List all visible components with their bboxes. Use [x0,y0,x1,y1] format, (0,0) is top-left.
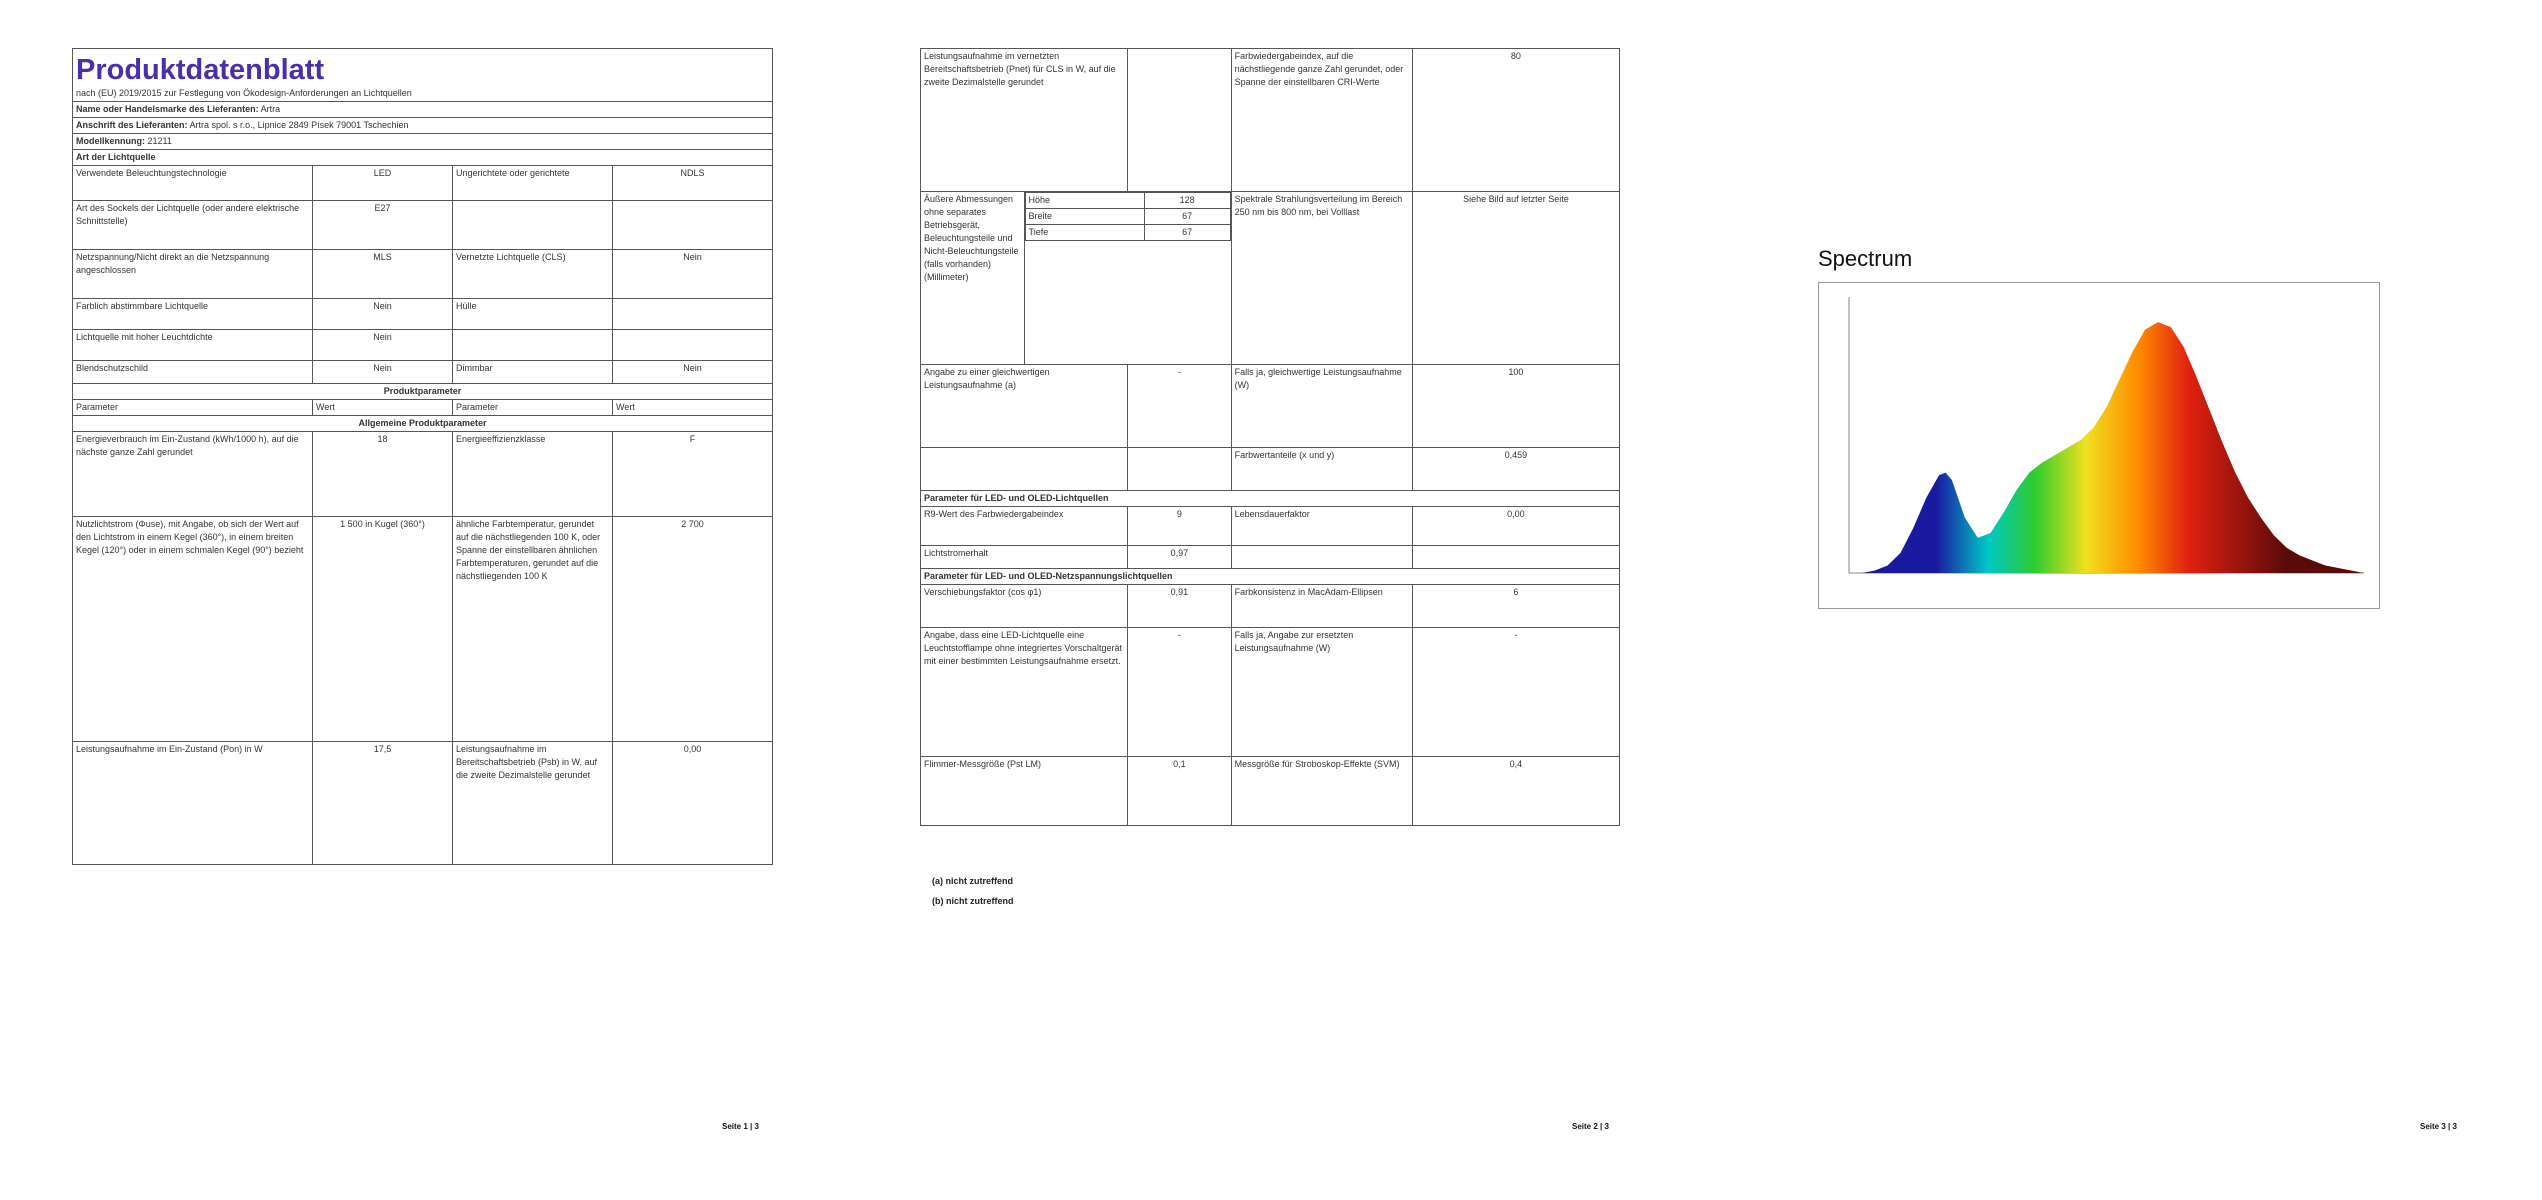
param-value: Nein [313,299,453,330]
param-value: 100 [1412,365,1619,448]
param-label: Leistungsaufnahme im Ein-Zustand (Pon) in W [73,742,313,865]
param-label: Blendschutzschild [73,361,313,384]
param-value: 0,00 [613,742,773,865]
param-label: Energieeffizienzklasse [453,432,613,517]
dimensions-table [1025,192,1231,241]
led-row [921,507,1620,546]
param-value: MLS [313,250,453,299]
section-param-heading: Produktparameter [73,384,773,400]
spectrum-title: Spectrum [1818,246,1913,271]
page-title: Produktdatenblatt [76,54,325,86]
param-value: 0,459 [1412,448,1619,491]
param-value: 0,91 [1128,585,1232,628]
column-header: Parameter [453,400,613,416]
dimension-row [1025,193,1230,209]
type-row [73,250,773,299]
led-rows [921,507,1620,569]
datasheet-table-1 [72,48,773,865]
param-label: Falls ja, Angabe zur ersetzten Leistungsaufnahme (W) [1231,628,1412,757]
param-value [613,201,773,250]
type-row [73,299,773,330]
param-label: Farbkonsistenz in MacAdam-Ellipsen [1231,585,1412,628]
param-value: Nein [313,330,453,361]
dimension-row [1025,209,1230,225]
equivalent-row [921,448,1620,491]
dimensions-label: Äußere Abmessungen ohne separates Betriebsgerät, Beleuchtungsteile und Nicht-Beleuchtungsteile (falls vorhanden) (Millimeter) [921,192,1025,365]
param-value: Nein [613,361,773,384]
param-value: 1 500 in Kugel (360°) [313,517,453,742]
param-label: Farbwertanteile (x und y) [1231,448,1412,491]
page-footer: Seite 2 | 3 [1572,1122,1609,1131]
param-value: LED [313,166,453,201]
param-value [1128,448,1232,491]
section-mains-heading: Parameter für LED- und OLED-Netzspannungslichtquellen [921,569,1620,585]
param-value: 6 [1412,585,1619,628]
supplier-value: Artra [260,104,281,114]
param-value: 80 [1412,49,1619,192]
param-label: Lebensdauerfaktor [1231,507,1412,546]
top-row [921,49,1620,192]
equivalent-rows [921,365,1620,491]
param-label: Farblich abstimmbare Lichtquelle [73,299,313,330]
param-value: Nein [313,361,453,384]
spectral-value: Siehe Bild auf letzter Seite [1412,192,1619,365]
param-label: ähnliche Farbtemperatur, gerundet auf die nächstliegenden 100 K, oder Spanne der einstellbaren ähnlichen Farbtemperaturen, gerundet auf die nächstliegenden 100 K [453,517,613,742]
param-label: Dimmbar [453,361,613,384]
page-footer: Seite 1 | 3 [722,1122,759,1131]
param-label [453,201,613,250]
equivalent-row [921,365,1620,448]
type-row [73,361,773,384]
mains-row [921,757,1620,826]
dimension-label: Breite [1025,209,1144,225]
param-value: E27 [313,201,453,250]
p2-top-rows [921,49,1620,192]
general-row [73,432,773,517]
datasheet-table-2 [920,48,1620,826]
address-value: Artra spol. s r.o., Lipnice 2849 Písek 79001 Tschechien [189,120,409,130]
param-label: Verschiebungsfaktor (cos φ1) [921,585,1128,628]
model-value: 21211 [147,136,172,146]
general-row [73,517,773,742]
regulation-text: nach (EU) 2019/2015 zur Festlegung von Ökodesign-Anforderungen an Lichtquellen [76,88,412,98]
param-value: 17,5 [313,742,453,865]
param-value: - [1412,628,1619,757]
param-label: Leistungsaufnahme im vernetzten Bereitschaftsbetrieb (Pnet) für CLS in W, auf die zweite Dezimalstelle gerundet [921,49,1128,192]
dimension-label: Tiefe [1025,225,1144,241]
dimension-value: 67 [1144,209,1230,225]
led-row [921,546,1620,569]
param-value: Nein [613,250,773,299]
page-1 [0,0,850,1200]
model-label: Modellkennung: [76,136,145,146]
param-label [921,448,1128,491]
spectrum-chart [1818,282,2380,609]
param-value: 9 [1128,507,1232,546]
param-value: 2 700 [613,517,773,742]
dimension-value: 128 [1144,193,1230,209]
param-label: Messgröße für Stroboskop-Effekte (SVM) [1231,757,1412,826]
param-label: Netzspannung/Nicht direkt an die Netzspannung angeschlossen [73,250,313,299]
param-value [613,299,773,330]
dimensions-row [921,192,1620,365]
footnote-b: (b) nicht zutreffend [932,896,1014,906]
param-columns-row [73,400,773,416]
column-header: Wert [313,400,453,416]
param-label: Vernetzte Lichtquelle (CLS) [453,250,613,299]
param-label: Angabe, dass eine LED-Lichtquelle eine Leuchtstofflampe ohne integriertes Vorschaltgerät mit einer bestimmten Leistungsaufnahme ersetzt. [921,628,1128,757]
param-value: 0,4 [1412,757,1619,826]
param-label: Leistungsaufnahme im Bereitschaftsbetrieb (Psb) in W, auf die zweite Dezimalstelle gerundet [453,742,613,865]
column-header: Wert [613,400,773,416]
spectral-label: Spektrale Strahlungsverteilung im Bereich 250 nm bis 800 nm, bei Volllast [1231,192,1412,365]
mains-row [921,585,1620,628]
type-row [73,201,773,250]
dimension-row [1025,225,1230,241]
type-row [73,166,773,201]
type-row [73,330,773,361]
param-value [1412,546,1619,569]
general-rows [73,432,773,865]
param-value: 18 [313,432,453,517]
param-value: 0,97 [1128,546,1232,569]
mains-rows [921,585,1620,826]
param-label: Nutzlichtstrom (Φuse), mit Angabe, ob sich der Wert auf den Lichtstrom in einem Kegel (360°), in einem breiten Kegel (120°) oder in einem schmalen Kegel (90°) bezieht [73,517,313,742]
param-label: Flimmer-Messgröße (Pst LM) [921,757,1128,826]
param-label: Lichtquelle mit hoher Leuchtdichte [73,330,313,361]
param-value: - [1128,628,1232,757]
param-value [1128,49,1232,192]
footnote-a: (a) nicht zutreffend [932,876,1013,886]
mains-row [921,628,1620,757]
page-footer: Seite 3 | 3 [2420,1122,2457,1131]
param-label: Lichtstromerhalt [921,546,1128,569]
param-label: Hülle [453,299,613,330]
param-value: NDLS [613,166,773,201]
param-label: Verwendete Beleuchtungstechnologie [73,166,313,201]
general-row [73,742,773,865]
param-label: Art des Sockels der Lichtquelle (oder andere elektrische Schnittstelle) [73,201,313,250]
param-label: Farbwiedergabeindex, auf die nächstliegende ganze Zahl gerundet, oder Spanne der einstellbaren CRI-Werte [1231,49,1412,192]
dimension-value: 67 [1144,225,1230,241]
address-label: Anschrift des Lieferanten: [76,120,188,130]
page-2 [850,0,1700,1200]
section-led-heading: Parameter für LED- und OLED-Lichtquellen [921,491,1620,507]
param-value: - [1128,365,1232,448]
param-label [453,330,613,361]
param-label: Ungerichtete oder gerichtete [453,166,613,201]
param-value: 0,1 [1128,757,1232,826]
param-value [613,330,773,361]
param-value: F [613,432,773,517]
page-3 [1700,0,2542,1200]
section-type-heading: Art der Lichtquelle [73,150,773,166]
column-header: Parameter [73,400,313,416]
section-general-heading: Allgemeine Produktparameter [73,416,773,432]
param-label: Energieverbrauch im Ein-Zustand (kWh/1000 h), auf die nächste ganze Zahl gerundet [73,432,313,517]
dimension-label: Höhe [1025,193,1144,209]
param-label [1231,546,1412,569]
spectrum-area [1849,322,2364,573]
param-label: R9-Wert des Farbwiedergabeindex [921,507,1128,546]
type-rows [73,166,773,384]
param-label: Falls ja, gleichwertige Leistungsaufnahme (W) [1231,365,1412,448]
supplier-label: Name oder Handelsmarke des Lieferanten: [76,104,259,114]
param-value: 0,00 [1412,507,1619,546]
param-label: Angabe zu einer gleichwertigen Leistungsaufnahme (a) [921,365,1128,448]
